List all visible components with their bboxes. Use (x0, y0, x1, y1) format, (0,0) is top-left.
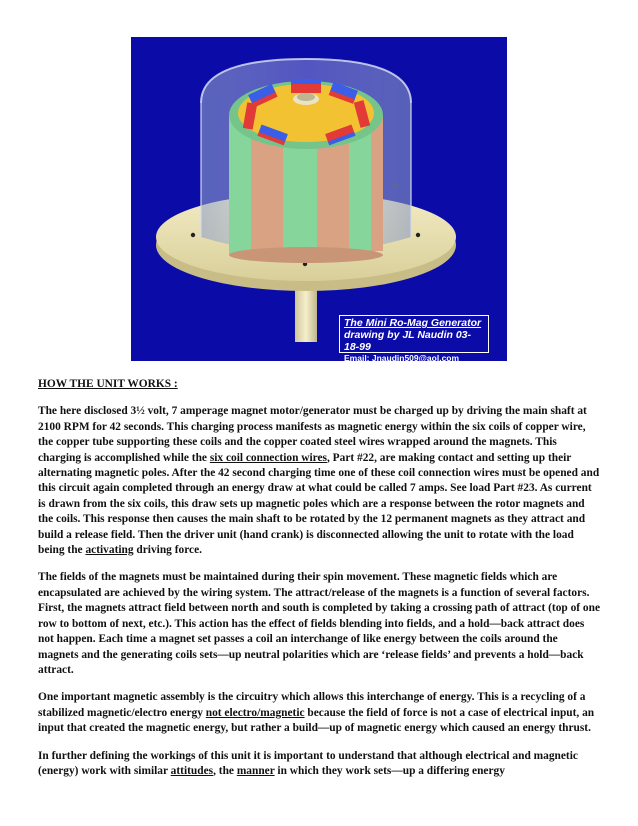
section-heading: HOW THE UNIT WORKS : (38, 378, 178, 390)
paragraph-text: driving force. (133, 544, 203, 557)
generator-illustration (131, 37, 507, 361)
underlined-term: not electro/magnetic (205, 706, 305, 719)
paragraph-2: The fields of the magnets must be maintained during their spin movement. These magnetic fields which are encapsulated are achieved by the wiring system. The attract/release of the magnets is a function of several factors. First, the magnets attract field between north and south is completed by taking a crossing path of attract (top of one row to bottom of next, etc.). This action has the effect of fields blending into fields, and a hold—back attract does not happen. Each time a magnet set passes a coil an interchange of like energy between the coils around the magnets and the generating coils sets—up neutral polarities which are ‘release fields’ and prevents a hold—back attract. (38, 571, 601, 676)
underlined-term: activating (85, 544, 134, 557)
paragraph-text: in which they work sets—up a differing energy (274, 764, 505, 777)
document-body (38, 377, 601, 791)
figure-caption (339, 315, 489, 361)
underlined-term: manner (236, 764, 275, 777)
paragraph-text: In further defining the workings of this unit it is important to understand that although electrical and magnetic (energy) work with similar (38, 749, 578, 777)
paragraph-1 (38, 404, 601, 558)
caption-title: The Mini Ro-Mag Generator (344, 317, 482, 329)
paragraph-text: because the field of force is not a case of electrical input, an input that created the magnetic energy, but rather a build—up of magnetic energy which caused an energy thrust. (38, 706, 595, 735)
caption-credit: drawing by JL Naudin 03-18-99 (344, 329, 471, 353)
paragraph-4 (38, 749, 601, 780)
generator-drawing (131, 37, 507, 361)
plate-hole (191, 233, 195, 237)
paragraph-text: , the (213, 764, 237, 777)
caption-email: Email: Jnaudin509@aol.com (344, 353, 460, 361)
paragraph-3 (38, 690, 601, 736)
underlined-term: six coil connection wires (209, 451, 327, 464)
plate-hole (416, 233, 420, 237)
paragraph-text: One important magnetic assembly is the circuitry which allows this interchange of energy. This is a recycling of a stabilized magnetic/electro energy (38, 691, 586, 719)
paragraph-text: The here disclosed 3½ volt, 7 amperage magnet motor/generator must be charged up by driving the main shaft at 2100 RPM for 42 seconds. This charging process manifests as magnetic energy within the six coils of copper wire, the copper tube supporting these coils and the copper coated steel wires wrapped around the magnets. This charging is accomplished while the (38, 405, 587, 464)
underlined-term: attitudes (170, 764, 214, 777)
paragraph-text: , Part #22, are making contact and setting up their alternating magnetic poles. After the 42 second charging time one of these coil connection wires must be opened and this circuit again completed through an energy draw at what could be called 7 amps. See load Part #23. As current is drawn from the six coils, this draw sets up magnetic poles which are a response between the rotor magnets and the coils. This response then causes the main shaft to be rotated by the 12 permanent magnets as they attract and build a release field. Then the driver unit (hand crank) is disconnected allowing the unit to rotate with the load being the (38, 451, 600, 557)
